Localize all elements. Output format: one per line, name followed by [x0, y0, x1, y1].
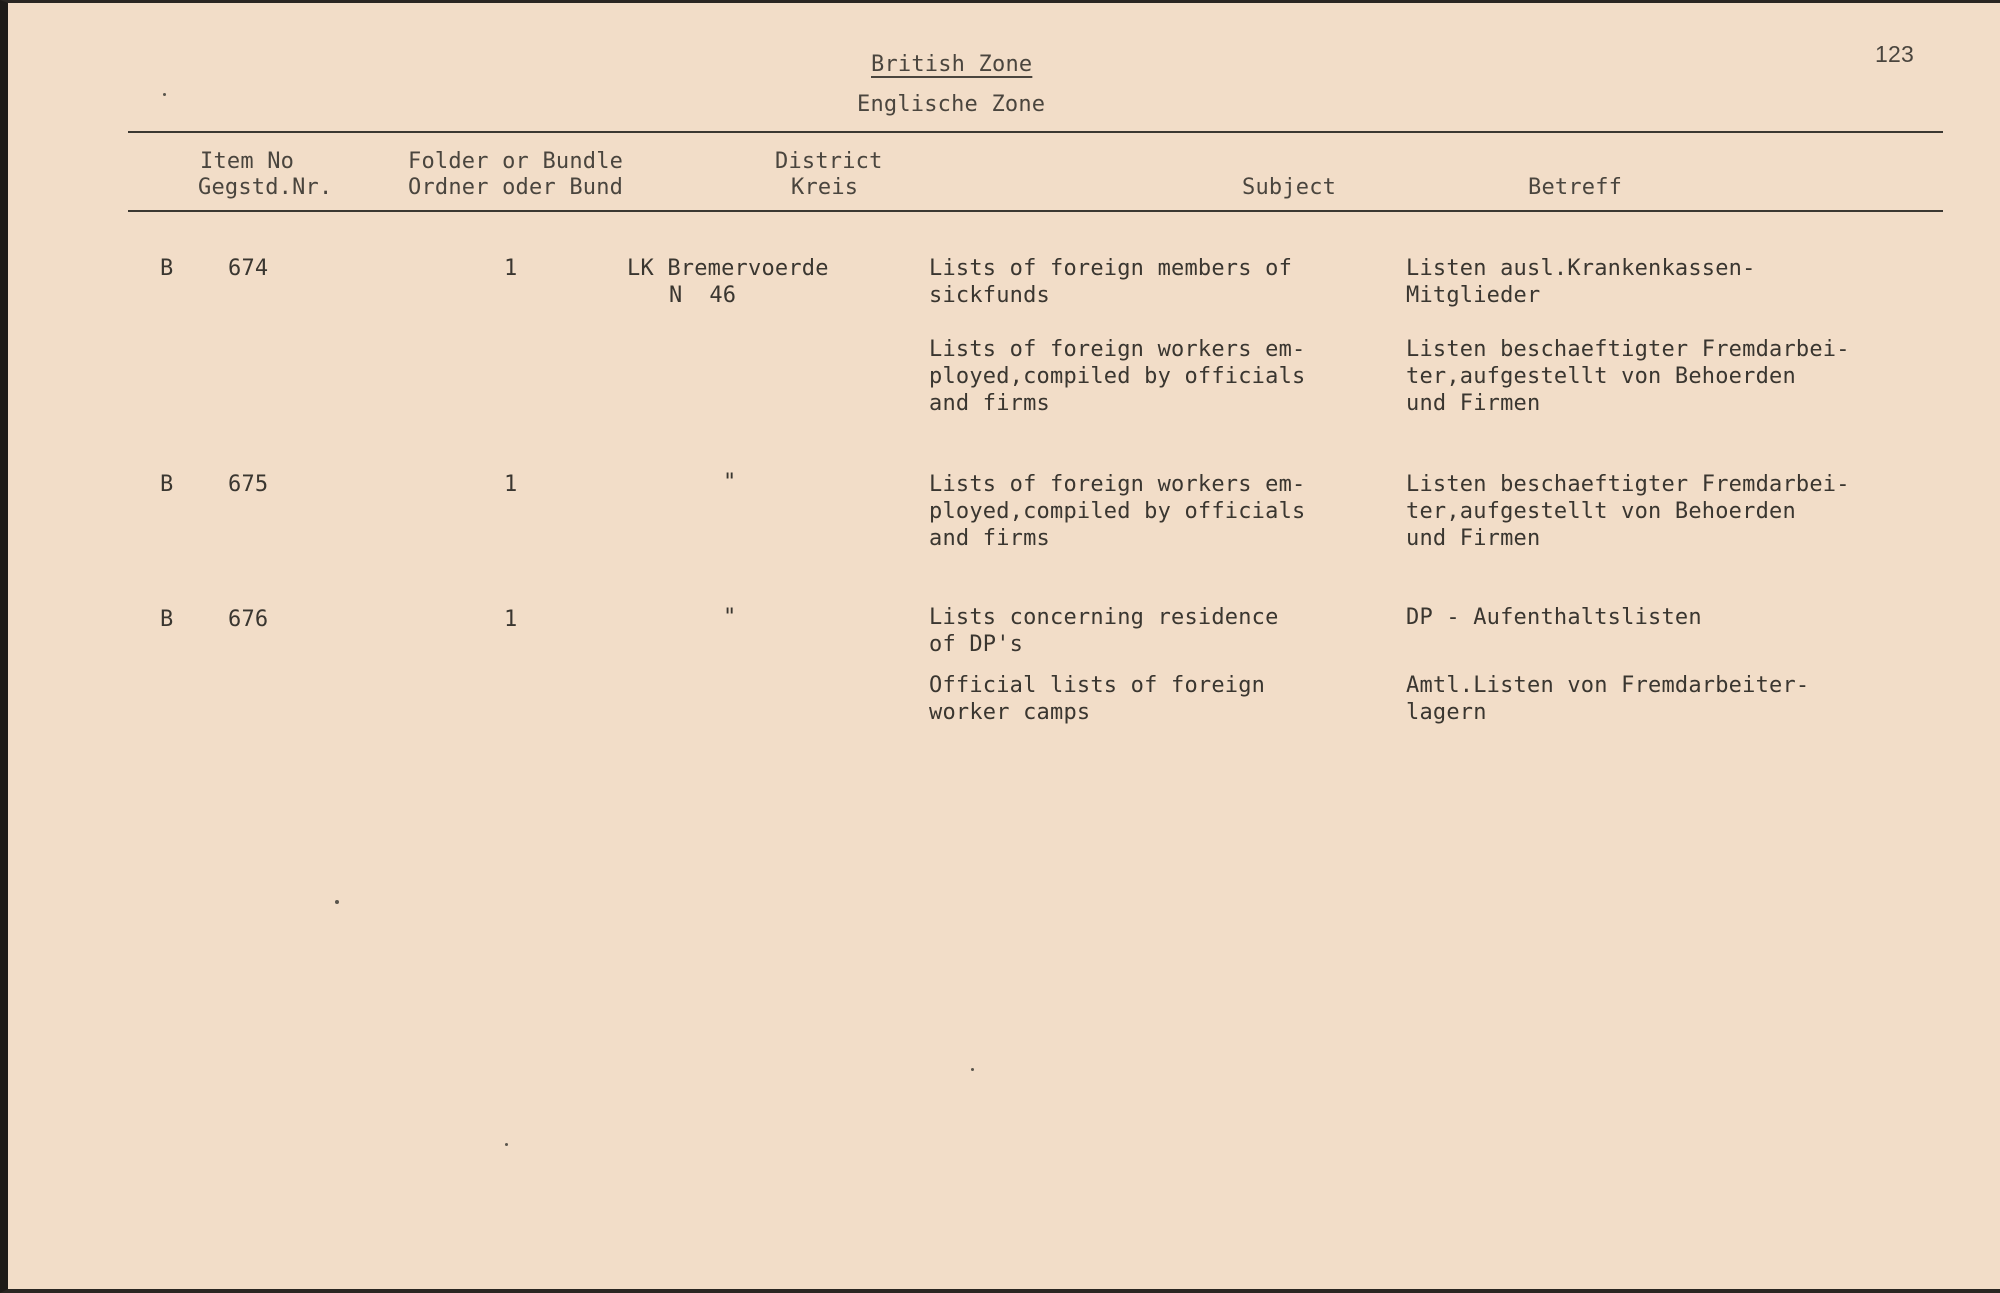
paper-speck — [505, 1143, 508, 1146]
paper-speck — [971, 1068, 974, 1071]
page-number: 123 — [1875, 41, 1914, 67]
item-number: 674 — [228, 256, 269, 281]
district-code: N 46 — [669, 283, 737, 308]
header-top-rule — [128, 131, 1943, 133]
item-number: 676 — [228, 607, 269, 632]
row-prefix: B — [160, 472, 174, 497]
betreff-line: Mitglieder — [1406, 283, 1541, 308]
district-name: LK Bremervoerde — [627, 256, 829, 281]
betreff-line: DP - Aufenthaltslisten — [1406, 605, 1702, 630]
betreff-line: und Firmen — [1406, 526, 1541, 551]
item-number: 675 — [228, 472, 269, 497]
page-title: British Zone — [871, 52, 1033, 77]
page-subtitle: Englische Zone — [857, 92, 1046, 117]
col-folder-de: Ordner oder Bund — [408, 175, 624, 200]
betreff-line: Listen beschaeftigter Fremdarbei- — [1406, 337, 1850, 362]
subject-line: of DP's — [929, 632, 1024, 657]
subject-line: Lists of foreign members of — [929, 256, 1293, 281]
col-betreff: Betreff — [1528, 175, 1623, 200]
district-ditto: " — [723, 605, 737, 630]
betreff-line: lagern — [1406, 700, 1487, 725]
subject-line: Official lists of foreign — [929, 673, 1266, 698]
subject-line: and firms — [929, 526, 1051, 551]
row-prefix: B — [160, 607, 174, 632]
subject-line: Lists concerning residence — [929, 605, 1279, 630]
subject-line: Lists of foreign workers em- — [929, 472, 1306, 497]
betreff-line: Amtl.Listen von Fremdarbeiter- — [1406, 673, 1810, 698]
col-district-de: Kreis — [791, 175, 859, 200]
paper-speck — [163, 93, 166, 96]
betreff-line: Listen beschaeftigter Fremdarbei- — [1406, 472, 1850, 497]
folder-number: 1 — [504, 607, 518, 632]
header-bottom-rule — [128, 210, 1943, 212]
district-ditto: " — [723, 470, 737, 495]
col-item-no-en: Item No — [200, 149, 295, 174]
col-folder-en: Folder or Bundle — [408, 149, 624, 174]
subject-line: worker camps — [929, 700, 1091, 725]
betreff-line: ter,aufgestellt von Behoerden — [1406, 364, 1796, 389]
subject-line: sickfunds — [929, 283, 1051, 308]
subject-line: Lists of foreign workers em- — [929, 337, 1306, 362]
col-district-en: District — [775, 149, 883, 174]
folder-number: 1 — [504, 472, 518, 497]
folder-number: 1 — [504, 256, 518, 281]
col-item-no-de: Gegstd.Nr. — [198, 175, 333, 200]
subject-line: ployed,compiled by officials — [929, 364, 1306, 389]
betreff-line: Listen ausl.Krankenkassen- — [1406, 256, 1756, 281]
col-subject: Subject — [1242, 175, 1337, 200]
betreff-line: und Firmen — [1406, 391, 1541, 416]
subject-line: ployed,compiled by officials — [929, 499, 1306, 524]
row-prefix: B — [160, 256, 174, 281]
subject-line: and firms — [929, 391, 1051, 416]
paper-speck — [335, 900, 339, 904]
betreff-line: ter,aufgestellt von Behoerden — [1406, 499, 1796, 524]
